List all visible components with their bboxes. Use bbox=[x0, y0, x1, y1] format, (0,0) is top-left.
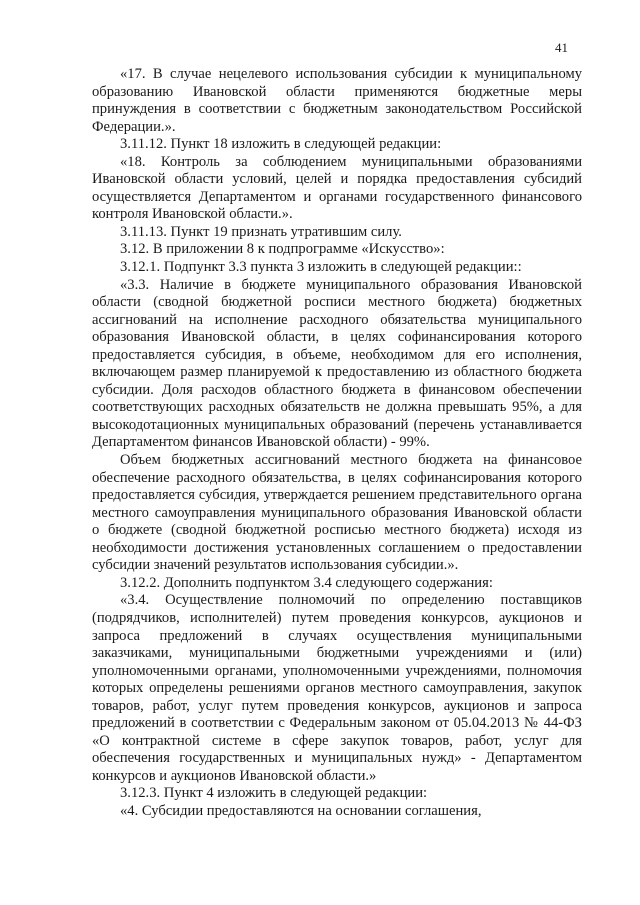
paragraph-3-12-2: 3.12.2. Дополнить подпунктом 3.4 следующего содержания: bbox=[120, 574, 493, 591]
paragraph-clause-3-3: «3.3. Наличие в бюджете муниципального образования Ивановской области (сводной бюджетной росписи местного бюджета) бюджетных ассигнований на исполнение расходного обязательства муниципального образования Ивановской области, в целях софинансирования которого предоставляется субсидия, в объеме, необходимом для его исполнения, включающем размер планируемой к предоставлению из областного бюджета субсидии. Доля расходов областного бюджета в финансовом обеспечении соответствующих расходных обязательств не должна превышать 95%, а для высокодотационных муниципальных образований (перечень устанавливается Департаментом финансов Ивановской области) - 99%. bbox=[92, 276, 582, 451]
paragraph-budget-allocations: Объем бюджетных ассигнований местного бюджета на финансовое обеспечение расходного обязательства, в целях софинансирования которого предоставляется субсидия, утверждается решением представительного органа местного самоуправления муниципального образования Ивановской области о бюджете (сводной бюджетной росписью местного бюджета) исходя из необходимости достижения установленных соглашением о предоставлении субсидии значений результатов использования субсидии.». bbox=[92, 452, 582, 574]
paragraph-3-12-3: 3.12.3. Пункт 4 изложить в следующей редакции: bbox=[120, 785, 428, 802]
paragraph-clause-4: «4. Субсидии предоставляются на основании соглашения, bbox=[120, 802, 482, 819]
paragraph-3-11-12: 3.11.12. Пункт 18 изложить в следующей редакции: bbox=[120, 136, 442, 153]
paragraph-clause-3-4: «3.4. Осуществление полномочий по определению поставщиков (подрядчиков, исполнителей) путем проведения конкурсов, аукционов и запроса предложений в случаях осуществления муниципальными заказчиками, муниципальными бюджетными учреждениями и (или) уполномоченными органами, уполномоченными учреждениями, полномочия которых определены решениями органов местного самоуправления, закупок товаров, работ, услуг путем проведения конкурсов, аукционов и запроса предложений в соответствии с Федеральным законом от 05.04.2013 № 44-ФЗ «О контрактной системе в сфере закупок товаров, работ, услуг для обеспечения государственных и муниципальных нужд» - Департаментом конкурсов и аукционов Ивановской области.» bbox=[92, 592, 582, 784]
paragraph-clause-18: «18. Контроль за соблюдением муниципальными образованиями Ивановской области условий, целей и порядка предоставления субсидий осуществляется Департаментом и органами государственного финансового контроля Ивановской области.». bbox=[92, 153, 582, 223]
paragraph-3-12-1: 3.12.1. Подпункт 3.3 пункта 3 изложить в следующей редакции:: bbox=[120, 259, 522, 276]
paragraph-3-11-13: 3.11.13. Пункт 19 признать утратившим силу. bbox=[120, 223, 402, 240]
document-body bbox=[92, 66, 582, 821]
paragraph-3-12: 3.12. В приложении 8 к подпрограмме «Искусство»: bbox=[120, 241, 445, 258]
paragraph-clause-17: «17. В случае нецелевого использования субсидии к муниципальному образованию Ивановской области применяются бюджетные меры принуждения в соответствии с бюджетным законодательством Российской Федерации.». bbox=[92, 66, 582, 135]
page-number: 41 bbox=[555, 40, 568, 55]
